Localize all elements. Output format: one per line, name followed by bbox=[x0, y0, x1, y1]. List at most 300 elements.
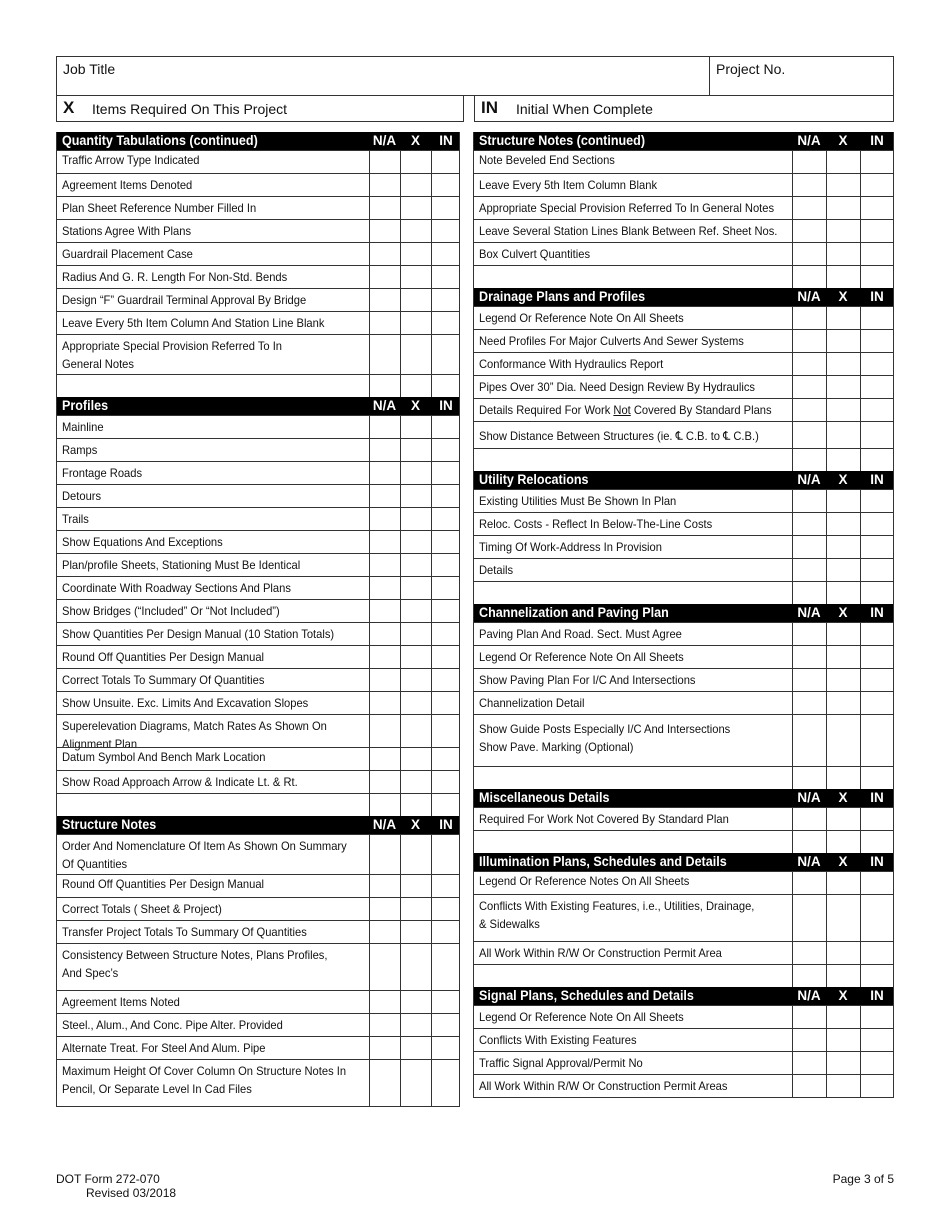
item-label: Traffic Signal Approval/Permit No bbox=[479, 1056, 643, 1070]
check-cell[interactable] bbox=[400, 921, 401, 943]
item-label: Legend Or Reference Note On All Sheets bbox=[479, 311, 684, 325]
checklist-row bbox=[474, 150, 893, 173]
item-label: Radius And G. R. Length For Non-Std. Bends bbox=[62, 270, 288, 284]
checklist-row bbox=[474, 1074, 893, 1097]
x-column-header: X bbox=[838, 605, 848, 620]
check-cell[interactable] bbox=[860, 623, 861, 645]
check-cell[interactable] bbox=[792, 330, 793, 352]
check-cell[interactable] bbox=[431, 266, 432, 288]
check-cell[interactable] bbox=[400, 623, 401, 645]
check-cell[interactable] bbox=[369, 197, 370, 219]
checklist-row bbox=[474, 894, 893, 941]
checklist-row bbox=[57, 484, 459, 507]
checklist-row bbox=[57, 897, 459, 920]
check-cell[interactable] bbox=[860, 965, 861, 987]
check-cell[interactable] bbox=[792, 582, 793, 604]
check-cell[interactable] bbox=[431, 898, 432, 920]
check-cell[interactable] bbox=[400, 898, 401, 920]
x-column-header: X bbox=[838, 472, 848, 487]
in-column-header: IN bbox=[870, 289, 884, 304]
check-cell[interactable] bbox=[400, 835, 401, 874]
check-cell[interactable] bbox=[431, 554, 432, 576]
x-column-header: X bbox=[838, 854, 848, 869]
check-cell[interactable] bbox=[431, 462, 432, 484]
check-cell[interactable] bbox=[860, 831, 861, 853]
checklist-row bbox=[474, 512, 893, 535]
check-cell[interactable] bbox=[792, 646, 793, 668]
check-cell[interactable] bbox=[792, 808, 793, 830]
check-cell[interactable] bbox=[431, 646, 432, 668]
item-label: Alternate Treat. For Steel And Alum. Pipe bbox=[62, 1041, 266, 1055]
check-cell[interactable] bbox=[400, 600, 401, 622]
check-cell[interactable] bbox=[431, 1060, 432, 1106]
check-cell[interactable] bbox=[431, 243, 432, 265]
check-cell[interactable] bbox=[860, 559, 861, 581]
check-cell[interactable] bbox=[792, 1075, 793, 1097]
na-column-header: N/A bbox=[797, 790, 821, 805]
check-cell[interactable] bbox=[860, 715, 861, 766]
check-cell[interactable] bbox=[792, 449, 793, 471]
check-cell[interactable] bbox=[860, 942, 861, 964]
check-cell[interactable] bbox=[860, 1075, 861, 1097]
checklist-row bbox=[474, 398, 893, 421]
checklist-row bbox=[474, 375, 893, 398]
check-cell[interactable] bbox=[860, 669, 861, 691]
item-label: Show Guide Posts Especially I/C And Intersections Show Pave. Marking (Optional) bbox=[479, 722, 731, 754]
check-cell[interactable] bbox=[369, 898, 370, 920]
section-header bbox=[57, 132, 459, 150]
check-cell[interactable] bbox=[431, 335, 432, 374]
check-cell[interactable] bbox=[792, 513, 793, 535]
check-cell[interactable] bbox=[369, 508, 370, 530]
check-cell[interactable] bbox=[792, 151, 793, 173]
check-cell[interactable] bbox=[369, 289, 370, 311]
check-cell[interactable] bbox=[369, 375, 370, 397]
check-cell[interactable] bbox=[400, 748, 401, 770]
check-cell[interactable] bbox=[792, 307, 793, 329]
section-header bbox=[57, 816, 459, 834]
check-cell[interactable] bbox=[400, 771, 401, 793]
section-title: Channelization and Paving Plan bbox=[479, 605, 669, 620]
check-cell[interactable] bbox=[431, 151, 432, 173]
check-cell[interactable] bbox=[860, 1029, 861, 1051]
check-cell[interactable] bbox=[431, 220, 432, 242]
check-cell[interactable] bbox=[400, 485, 401, 507]
check-cell[interactable] bbox=[826, 559, 827, 581]
na-column-header: N/A bbox=[797, 854, 821, 869]
check-cell[interactable] bbox=[826, 307, 827, 329]
checklist-row bbox=[474, 352, 893, 375]
check-cell[interactable] bbox=[860, 767, 861, 789]
check-cell[interactable] bbox=[400, 646, 401, 668]
check-cell[interactable] bbox=[792, 243, 793, 265]
check-cell[interactable] bbox=[860, 353, 861, 375]
checklist-row bbox=[474, 196, 893, 219]
check-cell[interactable] bbox=[792, 353, 793, 375]
check-cell[interactable] bbox=[369, 921, 370, 943]
item-label: Traffic Arrow Type Indicated bbox=[62, 153, 200, 167]
check-cell[interactable] bbox=[826, 513, 827, 535]
check-cell[interactable] bbox=[826, 266, 827, 288]
check-cell[interactable] bbox=[431, 375, 432, 397]
in-column-header: IN bbox=[870, 605, 884, 620]
check-cell[interactable] bbox=[860, 692, 861, 714]
in-column-header: IN bbox=[870, 854, 884, 869]
check-cell[interactable] bbox=[431, 875, 432, 897]
check-cell[interactable] bbox=[400, 174, 401, 196]
item-label: Stations Agree With Plans bbox=[62, 224, 192, 238]
check-cell[interactable] bbox=[369, 151, 370, 173]
check-cell[interactable] bbox=[792, 872, 793, 894]
item-label: Ramps bbox=[62, 443, 98, 457]
check-cell[interactable] bbox=[792, 715, 793, 766]
section-title: Structure Notes bbox=[62, 817, 157, 832]
check-cell[interactable] bbox=[400, 151, 401, 173]
check-cell[interactable] bbox=[826, 490, 827, 512]
check-cell[interactable] bbox=[400, 669, 401, 691]
check-cell[interactable] bbox=[792, 895, 793, 941]
check-cell[interactable] bbox=[369, 600, 370, 622]
check-cell[interactable] bbox=[826, 767, 827, 789]
check-cell[interactable] bbox=[826, 197, 827, 219]
form-revised: Revised 03/2018 bbox=[86, 1186, 177, 1200]
check-cell[interactable] bbox=[400, 416, 401, 438]
check-cell[interactable] bbox=[400, 991, 401, 1013]
item-label: Existing Utilities Must Be Shown In Plan bbox=[479, 494, 677, 508]
check-cell[interactable] bbox=[826, 536, 827, 558]
checklist-row bbox=[57, 714, 459, 751]
check-cell[interactable] bbox=[400, 554, 401, 576]
checklist-row bbox=[474, 714, 893, 766]
check-cell[interactable] bbox=[400, 875, 401, 897]
legend-initial bbox=[474, 96, 894, 122]
check-cell[interactable] bbox=[369, 554, 370, 576]
check-cell[interactable] bbox=[431, 174, 432, 196]
blank-row bbox=[474, 766, 893, 789]
check-cell[interactable] bbox=[369, 577, 370, 599]
check-cell[interactable] bbox=[826, 243, 827, 265]
check-cell[interactable] bbox=[431, 944, 432, 990]
check-cell[interactable] bbox=[826, 1052, 827, 1074]
check-cell[interactable] bbox=[431, 921, 432, 943]
item-label: Note Beveled End Sections bbox=[479, 153, 615, 167]
check-cell[interactable] bbox=[860, 1006, 861, 1028]
check-cell[interactable] bbox=[431, 1014, 432, 1036]
check-cell[interactable] bbox=[400, 1060, 401, 1106]
check-cell[interactable] bbox=[431, 794, 432, 816]
check-cell[interactable] bbox=[792, 490, 793, 512]
check-cell[interactable] bbox=[792, 692, 793, 714]
check-cell[interactable] bbox=[400, 289, 401, 311]
check-cell[interactable] bbox=[400, 335, 401, 374]
check-cell[interactable] bbox=[860, 449, 861, 471]
check-cell[interactable] bbox=[431, 531, 432, 553]
check-cell[interactable] bbox=[369, 835, 370, 874]
item-label: Reloc. Costs - Reflect In Below-The-Line Costs bbox=[479, 517, 713, 531]
check-cell[interactable] bbox=[826, 353, 827, 375]
check-cell[interactable] bbox=[860, 536, 861, 558]
checklist-row bbox=[57, 943, 459, 990]
in-column-header: IN bbox=[439, 817, 453, 832]
item-label: Show Equations And Exceptions bbox=[62, 535, 223, 549]
check-cell[interactable] bbox=[826, 174, 827, 196]
check-cell[interactable] bbox=[826, 715, 827, 766]
checklist-row bbox=[57, 461, 459, 484]
check-cell[interactable] bbox=[826, 872, 827, 894]
check-cell[interactable] bbox=[860, 243, 861, 265]
check-cell[interactable] bbox=[369, 416, 370, 438]
check-cell[interactable] bbox=[792, 559, 793, 581]
check-cell[interactable] bbox=[431, 692, 432, 714]
check-cell[interactable] bbox=[860, 151, 861, 173]
check-cell[interactable] bbox=[369, 462, 370, 484]
check-cell[interactable] bbox=[826, 330, 827, 352]
check-cell[interactable] bbox=[400, 944, 401, 990]
check-cell[interactable] bbox=[792, 174, 793, 196]
check-cell[interactable] bbox=[400, 243, 401, 265]
check-cell[interactable] bbox=[400, 577, 401, 599]
blank-row bbox=[474, 964, 893, 987]
check-cell[interactable] bbox=[792, 1052, 793, 1074]
check-cell[interactable] bbox=[860, 422, 861, 448]
check-cell[interactable] bbox=[860, 808, 861, 830]
check-cell[interactable] bbox=[431, 991, 432, 1013]
checklist-row bbox=[474, 807, 893, 830]
check-cell[interactable] bbox=[792, 376, 793, 398]
check-cell[interactable] bbox=[369, 646, 370, 668]
check-cell[interactable] bbox=[431, 771, 432, 793]
item-label: Round Off Quantities Per Design Manual bbox=[62, 650, 265, 664]
check-cell[interactable] bbox=[369, 715, 370, 747]
check-cell[interactable] bbox=[826, 582, 827, 604]
check-cell[interactable] bbox=[369, 485, 370, 507]
item-label: Show Road Approach Arrow & Indicate Lt. & Rt. bbox=[62, 775, 298, 789]
checklist-row bbox=[57, 311, 459, 334]
na-column-header: N/A bbox=[372, 398, 397, 413]
check-cell[interactable] bbox=[826, 942, 827, 964]
check-cell[interactable] bbox=[860, 174, 861, 196]
check-cell[interactable] bbox=[860, 646, 861, 668]
check-cell[interactable] bbox=[369, 335, 370, 374]
item-label: Leave Every 5th Item Column Blank bbox=[479, 178, 658, 192]
checklist-row bbox=[474, 645, 893, 668]
checklist-row bbox=[474, 489, 893, 512]
check-cell[interactable] bbox=[860, 513, 861, 535]
check-cell[interactable] bbox=[400, 312, 401, 334]
checklist-row bbox=[57, 415, 459, 438]
check-cell[interactable] bbox=[792, 942, 793, 964]
check-cell[interactable] bbox=[369, 771, 370, 793]
check-cell[interactable] bbox=[369, 692, 370, 714]
section-title: Utility Relocations bbox=[479, 472, 589, 487]
form-number: DOT Form 272-070 bbox=[56, 1172, 160, 1186]
in-column-header: IN bbox=[439, 133, 453, 148]
check-cell[interactable] bbox=[860, 376, 861, 398]
item-label: Details Required For Work Not Covered By Standard Plans bbox=[479, 403, 772, 417]
check-cell[interactable] bbox=[369, 439, 370, 461]
checklist-row bbox=[474, 421, 893, 448]
section-title: Signal Plans, Schedules and Details bbox=[479, 988, 694, 1003]
blank-row bbox=[57, 374, 459, 397]
item-label: Paving Plan And Road. Sect. Must Agree bbox=[479, 627, 682, 641]
check-cell[interactable] bbox=[431, 416, 432, 438]
check-cell[interactable] bbox=[369, 1037, 370, 1059]
check-cell[interactable] bbox=[826, 669, 827, 691]
check-cell[interactable] bbox=[400, 266, 401, 288]
in-column-header: IN bbox=[870, 472, 884, 487]
na-column-header: N/A bbox=[372, 133, 397, 148]
item-label: Round Off Quantities Per Design Manual bbox=[62, 877, 265, 891]
na-column-header: N/A bbox=[797, 133, 821, 148]
check-cell[interactable] bbox=[431, 600, 432, 622]
check-cell[interactable] bbox=[400, 794, 401, 816]
check-cell[interactable] bbox=[860, 307, 861, 329]
check-cell[interactable] bbox=[400, 1037, 401, 1059]
check-cell[interactable] bbox=[792, 1006, 793, 1028]
item-label: Maximum Height Of Cover Column On Structure Notes In Pencil, Or Separate Level In Cad Files bbox=[62, 1064, 347, 1096]
check-cell[interactable] bbox=[369, 220, 370, 242]
check-cell[interactable] bbox=[431, 577, 432, 599]
check-cell[interactable] bbox=[369, 174, 370, 196]
check-cell[interactable] bbox=[792, 399, 793, 421]
check-cell[interactable] bbox=[826, 399, 827, 421]
checklist-row bbox=[57, 834, 459, 874]
check-cell[interactable] bbox=[400, 197, 401, 219]
item-label: Correct Totals To Summary Of Quantities bbox=[62, 673, 265, 687]
section-header bbox=[474, 987, 893, 1005]
checklist-row bbox=[474, 622, 893, 645]
check-cell[interactable] bbox=[860, 582, 861, 604]
check-cell[interactable] bbox=[860, 399, 861, 421]
check-cell[interactable] bbox=[792, 831, 793, 853]
item-label: All Work Within R/W Or Construction Permit Area bbox=[479, 946, 722, 960]
check-cell[interactable] bbox=[369, 669, 370, 691]
check-cell[interactable] bbox=[792, 536, 793, 558]
check-cell[interactable] bbox=[826, 646, 827, 668]
check-cell[interactable] bbox=[431, 312, 432, 334]
check-cell[interactable] bbox=[369, 266, 370, 288]
blank-row bbox=[474, 581, 893, 604]
item-label: Correct Totals ( Sheet & Project) bbox=[62, 902, 222, 916]
checklist-row bbox=[474, 1005, 893, 1028]
check-cell[interactable] bbox=[826, 376, 827, 398]
check-cell[interactable] bbox=[826, 623, 827, 645]
legend-in-text: Initial When Complete bbox=[516, 101, 653, 117]
check-cell[interactable] bbox=[369, 991, 370, 1013]
check-cell[interactable] bbox=[369, 944, 370, 990]
check-cell[interactable] bbox=[400, 531, 401, 553]
checklist-row bbox=[57, 1059, 459, 1106]
check-cell[interactable] bbox=[792, 197, 793, 219]
checklist-row bbox=[57, 990, 459, 1013]
checklist-row bbox=[474, 535, 893, 558]
check-cell[interactable] bbox=[400, 715, 401, 747]
check-cell[interactable] bbox=[826, 1029, 827, 1051]
item-label: Appropriate Special Provision Referred To In General Notes bbox=[62, 339, 283, 371]
check-cell[interactable] bbox=[792, 965, 793, 987]
check-cell[interactable] bbox=[792, 1029, 793, 1051]
item-label: Coordinate With Roadway Sections And Plans bbox=[62, 581, 291, 595]
check-cell[interactable] bbox=[400, 1014, 401, 1036]
check-cell[interactable] bbox=[860, 895, 861, 941]
check-cell[interactable] bbox=[792, 623, 793, 645]
check-cell[interactable] bbox=[826, 965, 827, 987]
check-cell[interactable] bbox=[431, 669, 432, 691]
check-cell[interactable] bbox=[860, 266, 861, 288]
check-cell[interactable] bbox=[826, 808, 827, 830]
check-cell[interactable] bbox=[860, 330, 861, 352]
check-cell[interactable] bbox=[826, 895, 827, 941]
check-cell[interactable] bbox=[431, 197, 432, 219]
check-cell[interactable] bbox=[826, 422, 827, 448]
checklist-row bbox=[57, 691, 459, 714]
check-cell[interactable] bbox=[826, 220, 827, 242]
check-cell[interactable] bbox=[860, 1052, 861, 1074]
check-cell[interactable] bbox=[431, 289, 432, 311]
check-cell[interactable] bbox=[431, 835, 432, 874]
check-cell[interactable] bbox=[792, 220, 793, 242]
check-cell[interactable] bbox=[431, 508, 432, 530]
check-cell[interactable] bbox=[431, 748, 432, 770]
item-label: Agreement Items Denoted bbox=[62, 178, 193, 192]
check-cell[interactable] bbox=[369, 748, 370, 770]
check-cell[interactable] bbox=[400, 508, 401, 530]
checklist-row bbox=[57, 438, 459, 461]
check-cell[interactable] bbox=[792, 266, 793, 288]
check-cell[interactable] bbox=[431, 1037, 432, 1059]
checklist-row bbox=[57, 173, 459, 196]
check-cell[interactable] bbox=[431, 715, 432, 747]
check-cell[interactable] bbox=[792, 669, 793, 691]
check-cell[interactable] bbox=[860, 197, 861, 219]
check-cell[interactable] bbox=[860, 220, 861, 242]
checklist-row bbox=[57, 920, 459, 943]
check-cell[interactable] bbox=[369, 243, 370, 265]
check-cell[interactable] bbox=[826, 1075, 827, 1097]
checklist-row bbox=[57, 599, 459, 622]
check-cell[interactable] bbox=[369, 1060, 370, 1106]
check-cell[interactable] bbox=[369, 312, 370, 334]
check-cell[interactable] bbox=[400, 462, 401, 484]
check-cell[interactable] bbox=[826, 151, 827, 173]
check-cell[interactable] bbox=[792, 767, 793, 789]
check-cell[interactable] bbox=[369, 794, 370, 816]
check-cell[interactable] bbox=[826, 831, 827, 853]
check-cell[interactable] bbox=[400, 439, 401, 461]
check-cell[interactable] bbox=[431, 439, 432, 461]
check-cell[interactable] bbox=[369, 531, 370, 553]
check-cell[interactable] bbox=[400, 692, 401, 714]
check-cell[interactable] bbox=[400, 220, 401, 242]
check-cell[interactable] bbox=[826, 449, 827, 471]
checklist-row bbox=[57, 1036, 459, 1059]
check-cell[interactable] bbox=[400, 375, 401, 397]
check-cell[interactable] bbox=[431, 485, 432, 507]
check-cell[interactable] bbox=[826, 692, 827, 714]
item-label: Trails bbox=[62, 512, 89, 526]
check-cell[interactable] bbox=[369, 1014, 370, 1036]
check-cell[interactable] bbox=[860, 872, 861, 894]
checklist-row bbox=[474, 1051, 893, 1074]
check-cell[interactable] bbox=[369, 623, 370, 645]
item-label: All Work Within R/W Or Construction Permit Areas bbox=[479, 1079, 728, 1093]
check-cell[interactable] bbox=[431, 623, 432, 645]
section-title: Quantity Tabulations (continued) bbox=[62, 133, 258, 148]
check-cell[interactable] bbox=[792, 422, 793, 448]
check-cell[interactable] bbox=[369, 875, 370, 897]
check-cell[interactable] bbox=[826, 1006, 827, 1028]
check-cell[interactable] bbox=[860, 490, 861, 512]
